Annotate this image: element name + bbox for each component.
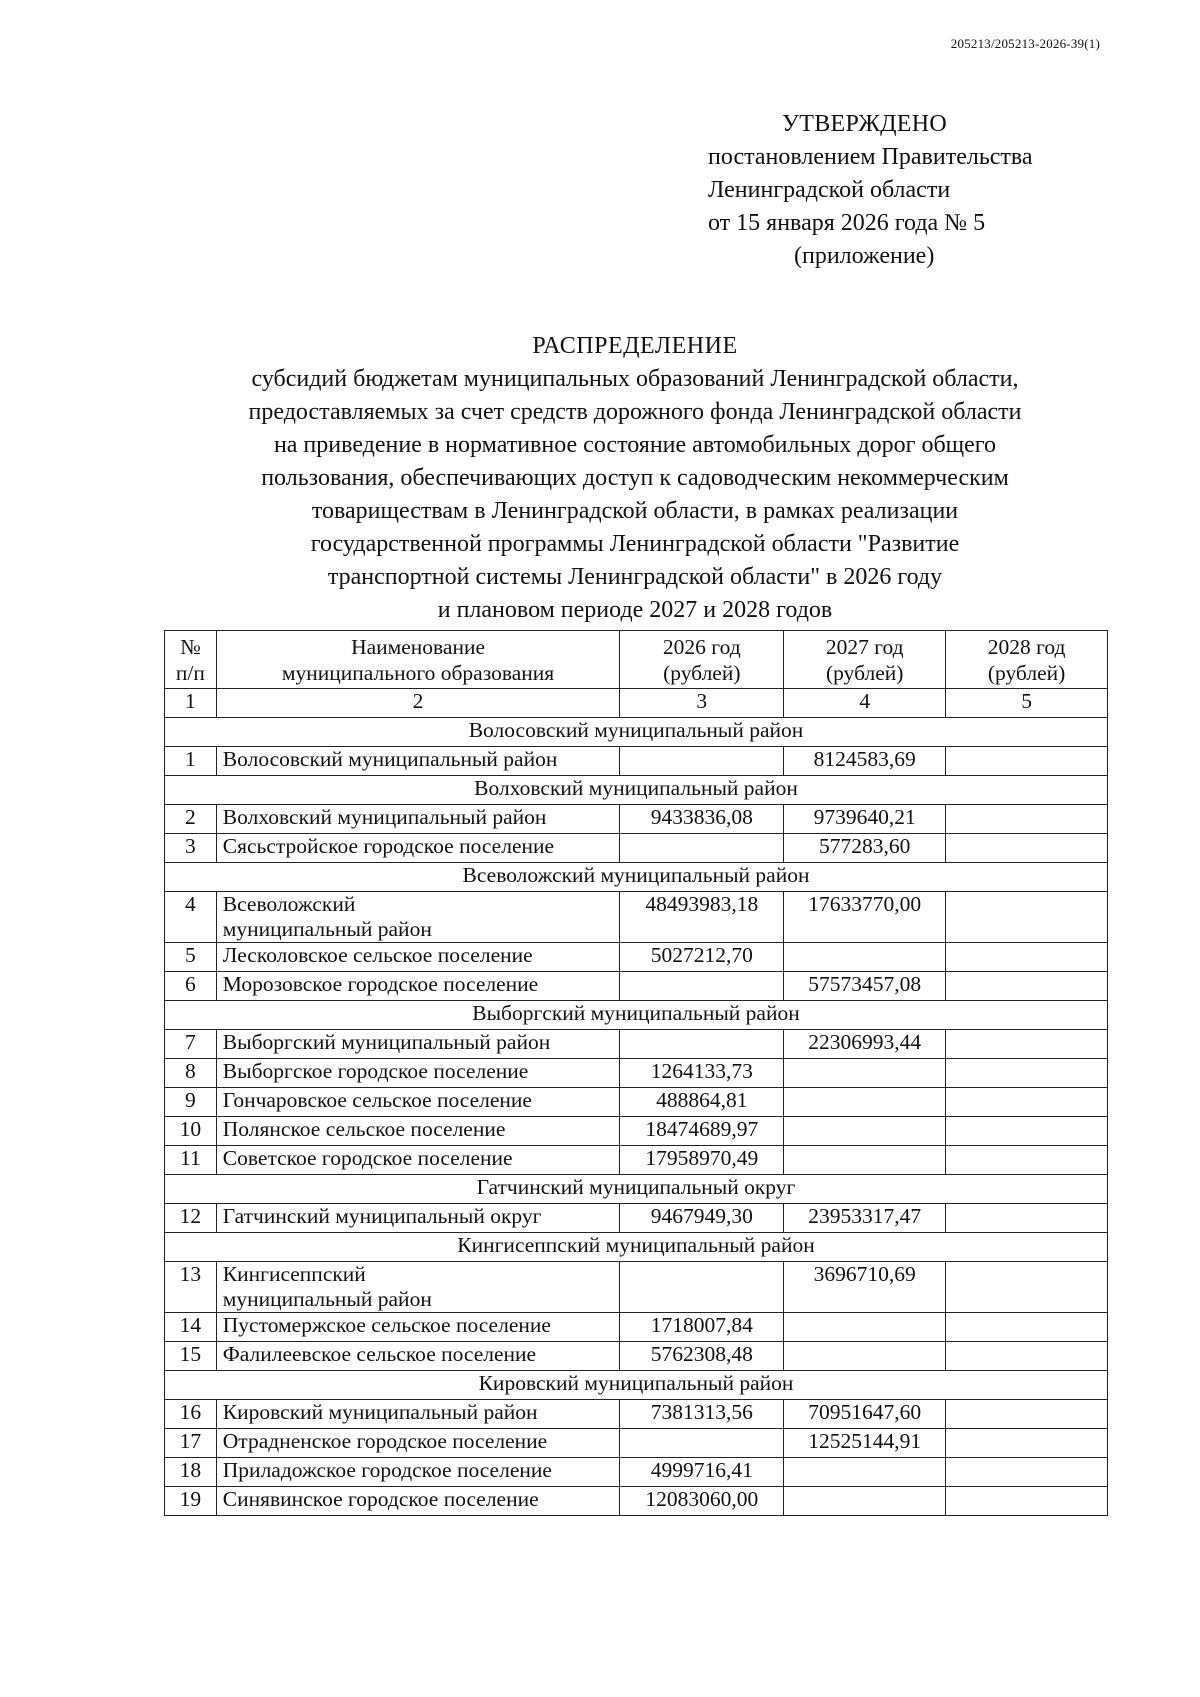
amount-2026: 18474689,97 bbox=[620, 1117, 784, 1146]
group-title: Кингисеппский муниципальный район bbox=[165, 1233, 1108, 1262]
amount-2028 bbox=[946, 1117, 1108, 1146]
heading-line: товариществам в Ленинградской области, в рамках реализации bbox=[311, 498, 959, 524]
row-number: 4 bbox=[165, 892, 217, 943]
amount-2026 bbox=[620, 1262, 784, 1313]
group-title: Гатчинский муниципальный округ bbox=[165, 1175, 1108, 1204]
amount-2027: 17633770,00 bbox=[784, 892, 946, 943]
amount-2026: 1718007,84 bbox=[620, 1313, 784, 1342]
table-row bbox=[165, 1059, 1108, 1088]
approval-title: УТВЕРЖДЕНО bbox=[782, 111, 948, 137]
municipality-name: Синявинское городское поселение bbox=[216, 1487, 620, 1516]
amount-2027: 57573457,08 bbox=[784, 972, 946, 1001]
amount-2027 bbox=[784, 1487, 946, 1516]
amount-2026: 488864,81 bbox=[620, 1088, 784, 1117]
group-header-row bbox=[165, 1371, 1108, 1400]
amount-2026 bbox=[620, 972, 784, 1001]
amount-2028 bbox=[946, 1458, 1108, 1487]
table-row bbox=[165, 1400, 1108, 1429]
group-title: Кировский муниципальный район bbox=[165, 1371, 1108, 1400]
municipality-name-line2: муниципальный район bbox=[222, 1287, 432, 1311]
municipality-name: Советское городское поселение bbox=[216, 1146, 620, 1175]
header-2028 bbox=[946, 631, 1108, 689]
amount-2028 bbox=[946, 972, 1108, 1001]
document-heading bbox=[160, 330, 1110, 627]
municipality-name: Фалилеевское сельское поселение bbox=[216, 1342, 620, 1371]
amount-2027 bbox=[784, 1342, 946, 1371]
header-2026-line2: (рублей) bbox=[663, 661, 741, 685]
column-number: 4 bbox=[784, 689, 946, 718]
amount-2028 bbox=[946, 1262, 1108, 1313]
municipality-name bbox=[216, 892, 620, 943]
row-number: 6 bbox=[165, 972, 217, 1001]
table-row bbox=[165, 892, 1108, 943]
amount-2027: 577283,60 bbox=[784, 834, 946, 863]
approval-line-3: от 15 января 2026 года № 5 bbox=[708, 210, 986, 236]
municipality-name: Выборгское городское поселение bbox=[216, 1059, 620, 1088]
table-row bbox=[165, 834, 1108, 863]
municipality-name: Кировский муниципальный район bbox=[216, 1400, 620, 1429]
approval-line-2: Ленинградской области bbox=[708, 177, 951, 203]
row-number: 8 bbox=[165, 1059, 217, 1088]
amount-2027: 8124583,69 bbox=[784, 747, 946, 776]
heading-line: и плановом периоде 2027 и 2028 годов bbox=[437, 597, 833, 623]
amount-2027: 23953317,47 bbox=[784, 1204, 946, 1233]
row-number: 13 bbox=[165, 1262, 217, 1313]
approval-line-4: (приложение) bbox=[794, 243, 935, 269]
document-id: 205213/205213-2026-39(1) bbox=[950, 36, 1100, 51]
amount-2028 bbox=[946, 1030, 1108, 1059]
table-row bbox=[165, 1313, 1108, 1342]
table-header-row bbox=[165, 631, 1108, 689]
municipality-name: Волосовский муниципальный район bbox=[216, 747, 620, 776]
table-row bbox=[165, 1429, 1108, 1458]
amount-2026 bbox=[620, 747, 784, 776]
header-num bbox=[165, 631, 217, 689]
table-row bbox=[165, 1262, 1108, 1313]
amount-2028 bbox=[946, 1429, 1108, 1458]
row-number: 11 bbox=[165, 1146, 217, 1175]
header-2027 bbox=[784, 631, 946, 689]
approval-stamp bbox=[708, 108, 1148, 273]
amount-2027 bbox=[784, 1458, 946, 1487]
amount-2028 bbox=[946, 1204, 1108, 1233]
header-2026 bbox=[620, 631, 784, 689]
row-number: 14 bbox=[165, 1313, 217, 1342]
group-header-row bbox=[165, 863, 1108, 892]
amount-2028 bbox=[946, 1088, 1108, 1117]
municipality-name: Полянское сельское поселение bbox=[216, 1117, 620, 1146]
group-header-row bbox=[165, 718, 1108, 747]
amount-2027: 22306993,44 bbox=[784, 1030, 946, 1059]
amount-2026 bbox=[620, 1030, 784, 1059]
table-row bbox=[165, 747, 1108, 776]
amount-2028 bbox=[946, 1146, 1108, 1175]
row-number: 10 bbox=[165, 1117, 217, 1146]
header-name bbox=[216, 631, 620, 689]
heading-line: предоставляемых за счет средств дорожного фонда Ленинградской области bbox=[248, 399, 1022, 425]
municipality-name: Морозовское городское поселение bbox=[216, 972, 620, 1001]
heading-line: пользования, обеспечивающих доступ к садоводческим некоммерческим bbox=[261, 465, 1009, 491]
amount-2027: 12525144,91 bbox=[784, 1429, 946, 1458]
group-header-row bbox=[165, 1175, 1108, 1204]
group-title: Выборгский муниципальный район bbox=[165, 1001, 1108, 1030]
row-number: 9 bbox=[165, 1088, 217, 1117]
group-header-row bbox=[165, 776, 1108, 805]
municipality-name: Отрадненское городское поселение bbox=[216, 1429, 620, 1458]
column-number: 5 bbox=[946, 689, 1108, 718]
amount-2026: 4999716,41 bbox=[620, 1458, 784, 1487]
row-number: 15 bbox=[165, 1342, 217, 1371]
table-row bbox=[165, 1487, 1108, 1516]
row-number: 3 bbox=[165, 834, 217, 863]
table-row bbox=[165, 1146, 1108, 1175]
group-header-row bbox=[165, 1233, 1108, 1262]
amount-2028 bbox=[946, 1400, 1108, 1429]
table-body bbox=[165, 689, 1108, 1516]
approval-line-1: постановлением Правительства bbox=[708, 144, 1033, 170]
municipality-name-line2: муниципальный район bbox=[222, 917, 432, 941]
header-2028-line1: 2028 год bbox=[987, 635, 1066, 659]
group-title: Всеволожский муниципальный район bbox=[165, 863, 1108, 892]
amount-2027: 3696710,69 bbox=[784, 1262, 946, 1313]
amount-2026 bbox=[620, 834, 784, 863]
municipality-name bbox=[216, 1262, 620, 1313]
column-number-row bbox=[165, 689, 1108, 718]
header-num-line2: п/п bbox=[175, 661, 205, 685]
amount-2028 bbox=[946, 1313, 1108, 1342]
amount-2028 bbox=[946, 1487, 1108, 1516]
amount-2028 bbox=[946, 1342, 1108, 1371]
amount-2026: 9467949,30 bbox=[620, 1204, 784, 1233]
municipality-name-line1: Кингисеппский bbox=[222, 1262, 366, 1286]
amount-2027: 70951647,60 bbox=[784, 1400, 946, 1429]
amount-2028 bbox=[946, 834, 1108, 863]
document-title: РАСПРЕДЕЛЕНИЕ bbox=[532, 333, 738, 359]
municipality-name: Выборгский муниципальный район bbox=[216, 1030, 620, 1059]
header-2027-line2: (рублей) bbox=[825, 661, 904, 685]
amount-2028 bbox=[946, 1059, 1108, 1088]
table-row bbox=[165, 1088, 1108, 1117]
row-number: 19 bbox=[165, 1487, 217, 1516]
table-row bbox=[165, 972, 1108, 1001]
amount-2026: 5027212,70 bbox=[620, 943, 784, 972]
group-title: Волховский муниципальный район bbox=[165, 776, 1108, 805]
table-row bbox=[165, 1458, 1108, 1487]
amount-2027 bbox=[784, 943, 946, 972]
municipality-name: Гатчинский муниципальный округ bbox=[216, 1204, 620, 1233]
amount-2026 bbox=[620, 1429, 784, 1458]
header-name-line2: муниципального образования bbox=[281, 661, 555, 685]
table-row bbox=[165, 1342, 1108, 1371]
amount-2027 bbox=[784, 1117, 946, 1146]
municipality-name: Лесколовское сельское поселение bbox=[216, 943, 620, 972]
amount-2026: 12083060,00 bbox=[620, 1487, 784, 1516]
row-number: 12 bbox=[165, 1204, 217, 1233]
amount-2028 bbox=[946, 892, 1108, 943]
row-number: 17 bbox=[165, 1429, 217, 1458]
header-2028-line2: (рублей) bbox=[987, 661, 1066, 685]
amount-2026: 17958970,49 bbox=[620, 1146, 784, 1175]
group-header-row bbox=[165, 1001, 1108, 1030]
amount-2027 bbox=[784, 1059, 946, 1088]
amount-2028 bbox=[946, 747, 1108, 776]
header-num-line1: № bbox=[180, 635, 201, 659]
amount-2028 bbox=[946, 943, 1108, 972]
group-title: Волосовский муниципальный район bbox=[165, 718, 1108, 747]
table-row bbox=[165, 1204, 1108, 1233]
header-2026-line1: 2026 год bbox=[662, 635, 741, 659]
municipality-name: Пустомержское сельское поселение bbox=[216, 1313, 620, 1342]
row-number: 18 bbox=[165, 1458, 217, 1487]
heading-line: транспортной системы Ленинградской области" в 2026 году bbox=[327, 564, 943, 590]
municipality-name: Волховский муниципальный район bbox=[216, 805, 620, 834]
amount-2027 bbox=[784, 1313, 946, 1342]
municipality-name: Приладожское городское поселение bbox=[216, 1458, 620, 1487]
amount-2027: 9739640,21 bbox=[784, 805, 946, 834]
amount-2027 bbox=[784, 1088, 946, 1117]
amount-2028 bbox=[946, 805, 1108, 834]
row-number: 16 bbox=[165, 1400, 217, 1429]
table-row bbox=[165, 1030, 1108, 1059]
amount-2026: 5762308,48 bbox=[620, 1342, 784, 1371]
heading-line: на приведение в нормативное состояние автомобильных дорог общего bbox=[273, 432, 997, 458]
amount-2027 bbox=[784, 1146, 946, 1175]
column-number: 3 bbox=[620, 689, 784, 718]
row-number: 5 bbox=[165, 943, 217, 972]
heading-line: государственной программы Ленинградской области "Развитие bbox=[310, 531, 960, 557]
amount-2026: 48493983,18 bbox=[620, 892, 784, 943]
row-number: 1 bbox=[165, 747, 217, 776]
table-row bbox=[165, 943, 1108, 972]
row-number: 7 bbox=[165, 1030, 217, 1059]
amount-2026: 7381313,56 bbox=[620, 1400, 784, 1429]
heading-line: субсидий бюджетам муниципальных образований Ленинградской области, bbox=[251, 366, 1019, 392]
header-name-line1: Наименование bbox=[351, 635, 486, 659]
table-row bbox=[165, 1117, 1108, 1146]
municipality-name-line1: Всеволожский bbox=[222, 892, 356, 916]
amount-2026: 1264133,73 bbox=[620, 1059, 784, 1088]
municipality-name: Сясьстройское городское поселение bbox=[216, 834, 620, 863]
table-row bbox=[165, 805, 1108, 834]
column-number: 2 bbox=[216, 689, 620, 718]
amount-2026: 9433836,08 bbox=[620, 805, 784, 834]
header-2027-line1: 2027 год bbox=[825, 635, 904, 659]
row-number: 2 bbox=[165, 805, 217, 834]
municipality-name: Гончаровское сельское поселение bbox=[216, 1088, 620, 1117]
column-number: 1 bbox=[165, 689, 217, 718]
distribution-table bbox=[164, 630, 1108, 1516]
